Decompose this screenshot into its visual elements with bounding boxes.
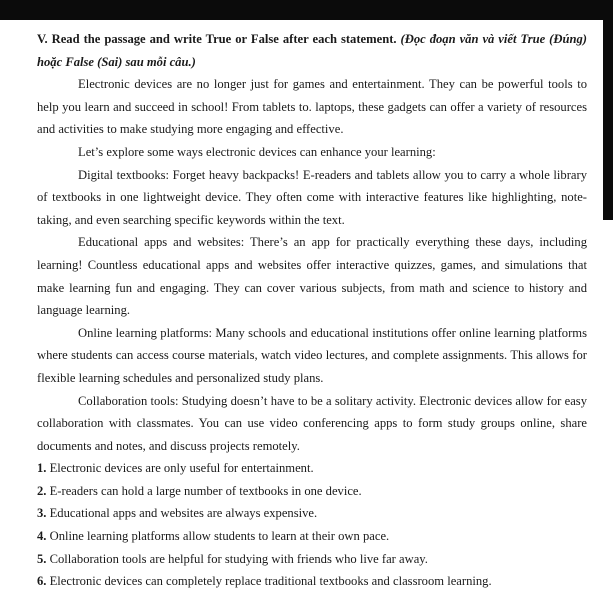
heading-title: V. Read the passage and write True or False after each statement. — [37, 32, 397, 46]
passage-paragraph: Electronic devices are no longer just for games and entertainment. They can be powerful tools to help you learn and succeed in school! From tablets to. laptops, these gadgets can offer a variety of resources and activities to make studying more engaging and effective. — [37, 77, 587, 137]
statement-item — [37, 502, 587, 525]
statement-text: Online learning platforms allow students to learn at their own pace. — [49, 529, 390, 544]
statement-number: 5. — [37, 551, 47, 566]
statement-item — [37, 525, 587, 548]
statement-text: Collaboration tools are helpful for studying with friends who live far away. — [49, 551, 428, 566]
statement-text: Electronic devices can completely replace traditional textbooks and classroom learning. — [49, 574, 492, 589]
statement-item — [37, 457, 587, 480]
statement-text: Educational apps and websites are always expensive. — [49, 506, 318, 521]
statement-text: E-readers can hold a large number of textbooks in one device. — [49, 483, 362, 498]
top-dark-bar — [0, 0, 613, 20]
statement-item — [37, 570, 587, 593]
statement-number: 3. — [37, 506, 47, 521]
right-dark-edge — [603, 0, 613, 220]
passage-paragraph: Collaboration tools: Studying doesn’t have to be a solitary activity. Electronic devices allow for easy collaboration with classmates. You can use video conferencing apps to form study groups online, share documents and notes, and discuss projects remotely. — [37, 393, 587, 453]
statement-number: 4. — [37, 529, 47, 544]
statement-number: 6. — [37, 574, 47, 589]
passage-paragraph: Digital textbooks: Forget heavy backpacks! E-readers and tablets allow you to carry a whole library of textbooks in one lightweight device. They often come with interactive features like highlighting, note-taking, and even searching specific keywords within the text. — [37, 167, 587, 227]
passage-paragraph: Educational apps and websites: There’s an app for practically everything these days, including learning! Countless educational apps and websites offer interactive quizzes, games, and simulations that make learning fun and engaging. They can cover various subjects, from math and science to history and language learning. — [37, 235, 587, 318]
statement-item — [37, 548, 587, 571]
statement-item — [37, 480, 587, 503]
statement-number: 1. — [37, 461, 47, 476]
passage-paragraph: Online learning platforms: Many schools and educational institutions offer online learning platforms where students can access course materials, watch video lectures, and complete assignments. This allows for flexible learning schedules and personalized study plans. — [37, 325, 587, 385]
exercise-page — [37, 28, 587, 593]
heading-vietnamese: (Đọc đoạn văn và viết True (Đúng) hoặc False (Sai) sau mỗi câu.) — [37, 32, 587, 69]
statement-number: 2. — [37, 483, 47, 498]
passage-paragraph: Let’s explore some ways electronic devices can enhance your learning: — [78, 144, 436, 159]
exercise-heading — [37, 28, 587, 73]
statement-text: Electronic devices are only useful for entertainment. — [49, 461, 314, 476]
